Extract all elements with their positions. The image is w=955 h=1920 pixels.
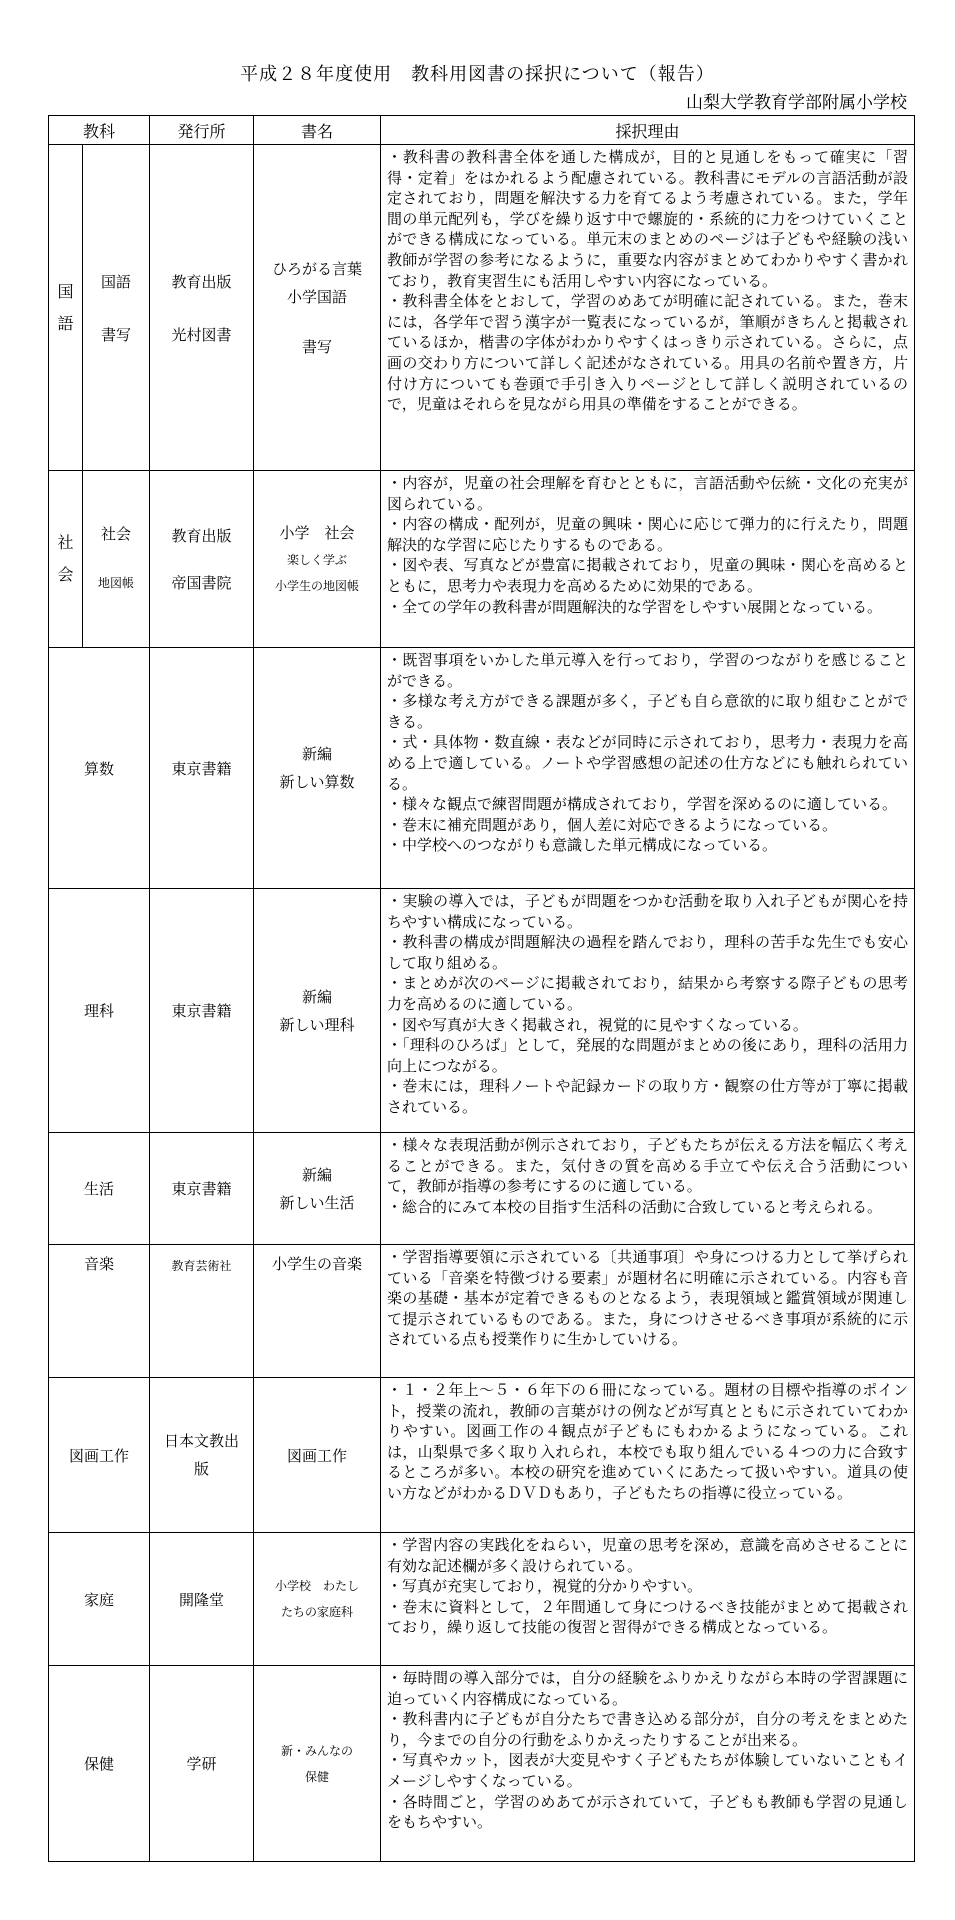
row-rika [49, 889, 915, 1133]
subject-katei: 家庭 [49, 1533, 150, 1666]
publisher-rika: 東京書籍 [150, 889, 254, 1133]
header-row [49, 116, 915, 145]
publisher-hoken: 学研 [150, 1666, 254, 1862]
publisher-seikatsu: 東京書籍 [150, 1133, 254, 1245]
subject-kokugo-group: 国 語 [49, 145, 83, 471]
reason-katei: ・学習内容の実践化をねらい，児童の思考を深め，意識を高めさせることに有効な記述欄が多く設けられている。 ・写真が充実しており，視覚的分かりやすい。 ・巻末に資料として，２年間通して身につけるべき技能がまとめて掲載されており，繰り返して技能の復習と習得ができる構成となっている。 [381, 1533, 915, 1666]
books-shakai: 小学 社会 楽しく学ぶ 小学生の地図帳 [254, 471, 381, 648]
row-sansu [49, 648, 915, 889]
reason-rika: ・実験の導入では，子どもが問題をつかむ活動を取り入れ子どもが関心を持ちやすい構成になっている。 ・教科書の構成が問題解決の過程を踏んでおり，理科の苦手な先生でも安心して取り組める。 ・まとめが次のページに掲載されており，結果から考察する際子どもの思考力を高めるのに適している。 ・図や写真が大きく掲載され，視覚的に見やすくなっている。 ・「理科のひろば」として，発展的な問題がまとめの後にあり，理科の活用力向上につながる。 ・巻末には，理科ノートや記録カードの取り方・観察の仕方等が丁寧に掲載されている。 [381, 889, 915, 1133]
reason-ongaku: ・学習指導要領に示されている〔共通事項〕や身につける力として挙げられている「音楽を特徴づける要素」が題材名に明確に示されている。内容も音楽の基礎・基本が定着できるものとなるよう，表現領域と鑑賞領域が関連して提示されているものである。また，身につけさせるべき事項が系統的に示されている点も授業作りに生かしていける。 [381, 1245, 915, 1378]
subject-hoken: 保健 [49, 1666, 150, 1862]
subject-shakai-group: 社 会 [49, 471, 83, 648]
book-ongaku: 小学生の音楽 [254, 1245, 381, 1378]
subjects-shakai: 社会 地図帳 [83, 471, 150, 648]
publisher-ongaku: 教育芸術社 [150, 1245, 254, 1378]
books-kokugo: ひろがる言葉 小学国語 書写 [254, 145, 381, 471]
reason-kokugo: ・教科書の教科書全体を通した構成が，目的と見通しをもって確実に「習得・定着」をはかれるよう配慮されている。教科書にモデルの言語活動が設定されており，問題を解決する力を育てるよう考慮されている。また，学年間の単元配列も，学びを繰り返す中で螺旋的・系統的に力をつけていくことができる構成になっている。単元末のまとめのページは子どもや経験の浅い教師が学習の参考になるように，重要な内容がまとめてわかりやすく書かれており，教育実習生にも活用しやすい内容になっている。 ・教科書全体をとおして，学習のめあてが明確に記されている。また，巻末には，各学年で習う漢字が一覧表になっているが，筆順がきちんと掲載されているほか，楷書の字体がわかりやすくはっきり示されている。さらに，点画の交わり方について詳しく記述がなされている。用具の名前や置き方，片付け方についても巻頭で手引き入りページとして詳しく説明されているので，児童はそれらを見ながら用具の準備をすることができる。 [381, 145, 915, 471]
book-seikatsu: 新編 新しい生活 [254, 1133, 381, 1245]
book-katei: 小学校 わたし たちの家庭科 [254, 1533, 381, 1666]
row-katei [49, 1533, 915, 1666]
book-rika: 新編 新しい理科 [254, 889, 381, 1133]
subjects-kokugo: 国語 書写 [83, 145, 150, 471]
book-zuga: 図画工作 [254, 1378, 381, 1533]
row-seikatsu [49, 1133, 915, 1245]
subject-seikatsu: 生活 [49, 1133, 150, 1245]
subject-sansu: 算数 [49, 648, 150, 889]
book-hoken: 新・みんなの 保健 [254, 1666, 381, 1862]
subject-zuga: 図画工作 [49, 1378, 150, 1533]
reason-seikatsu: ・様々な表現活動が例示されており，子どもたちが伝える方法を幅広く考えることができる。また，気付きの質を高める手立てや伝え合う活動について，教師が指導の参考にするのに適している。 ・総合的にみて本校の目指す生活科の活動に合致していると考えられる。 [381, 1133, 915, 1245]
reason-zuga: ・１・２年上～５・６年下の６冊になっている。題材の目標や指導のポイント，授業の流れ，教師の言葉がけの例などが写真とともに示されていてわかりやすい。図画工作の４観点が子どもにもわかるようになっている。これは，山梨県で多く取り入れられ，本校でも取り組んでいる４つの力に合致するところが多い。本校の研究を進めていくにあたって扱いやすい。道具の使い方などがわかるＤＶＤもあり，子どもたちの指導に役立っている。 [381, 1378, 915, 1533]
document-title: 平成２８年度使用 教科用図書の採択について（報告） [240, 64, 715, 85]
textbook-adoption-table [48, 115, 915, 1862]
row-kokugo [49, 145, 915, 471]
publishers-shakai: 教育出版 帝国書院 [150, 471, 254, 648]
header-publisher: 発行所 [150, 116, 254, 145]
header-book: 書名 [254, 116, 381, 145]
row-ongaku [49, 1245, 915, 1378]
book-sansu: 新編 新しい算数 [254, 648, 381, 889]
publisher-katei: 開隆堂 [150, 1533, 254, 1666]
publisher-sansu: 東京書籍 [150, 648, 254, 889]
school-name: 山梨大学教育学部附属小学校 [686, 93, 907, 113]
header-reason: 採択理由 [381, 116, 915, 145]
reason-sansu: ・既習事項をいかした単元導入を行っており，学習のつながりを感じることができる。 ・多様な考え方ができる課題が多く，子ども自ら意欲的に取り組むことができる。 ・式・具体物・数直線・表などが同時に示されており，思考力・表現力を高める上で適している。ノートや学習感想の記述の仕方などにも触れられている。 ・様々な観点で練習問題が構成されており，学習を深めるのに適している。 ・巻末に補充問題があり，個人差に対応できるようになっている。 ・中学校へのつながりも意識した単元構成になっている。 [381, 648, 915, 889]
row-zuga [49, 1378, 915, 1533]
publisher-zuga: 日本文教出 版 [150, 1378, 254, 1533]
subject-ongaku: 音楽 [49, 1245, 150, 1378]
subject-rika: 理科 [49, 889, 150, 1133]
row-hoken [49, 1666, 915, 1862]
row-shakai [49, 471, 915, 648]
reason-hoken: ・毎時間の導入部分では，自分の経験をふりかえりながら本時の学習課題に迫っていく内容構成になっている。 ・教科書内に子どもが自分たちで書き込める部分が，自分の考えをまとめたり，今までの自分の行動をふりかえったりすることが出来る。 ・写真やカット，図表が大変見やすく子どもたちが体験していないこともイメージしやすくなっている。 ・各時間ごと，学習のめあてが示されていて，子どもも教師も学習の見通しをもちやすい。 [381, 1666, 915, 1862]
publishers-kokugo: 教育出版 光村図書 [150, 145, 254, 471]
reason-shakai: ・内容が，児童の社会理解を育むとともに，言語活動や伝統・文化の充実が図られている。 ・内容の構成・配列が，児童の興味・関心に応じて弾力的に行えたり，問題解決的な学習に応じたりするものである。 ・図や表、写真などが豊富に掲載されており，児童の興味・関心を高めるとともに，思考力や表現力を高めるために効果的である。 ・全ての学年の教科書が問題解決的な学習をしやすい展開となっている。 [381, 471, 915, 648]
header-subject: 教科 [49, 116, 150, 145]
